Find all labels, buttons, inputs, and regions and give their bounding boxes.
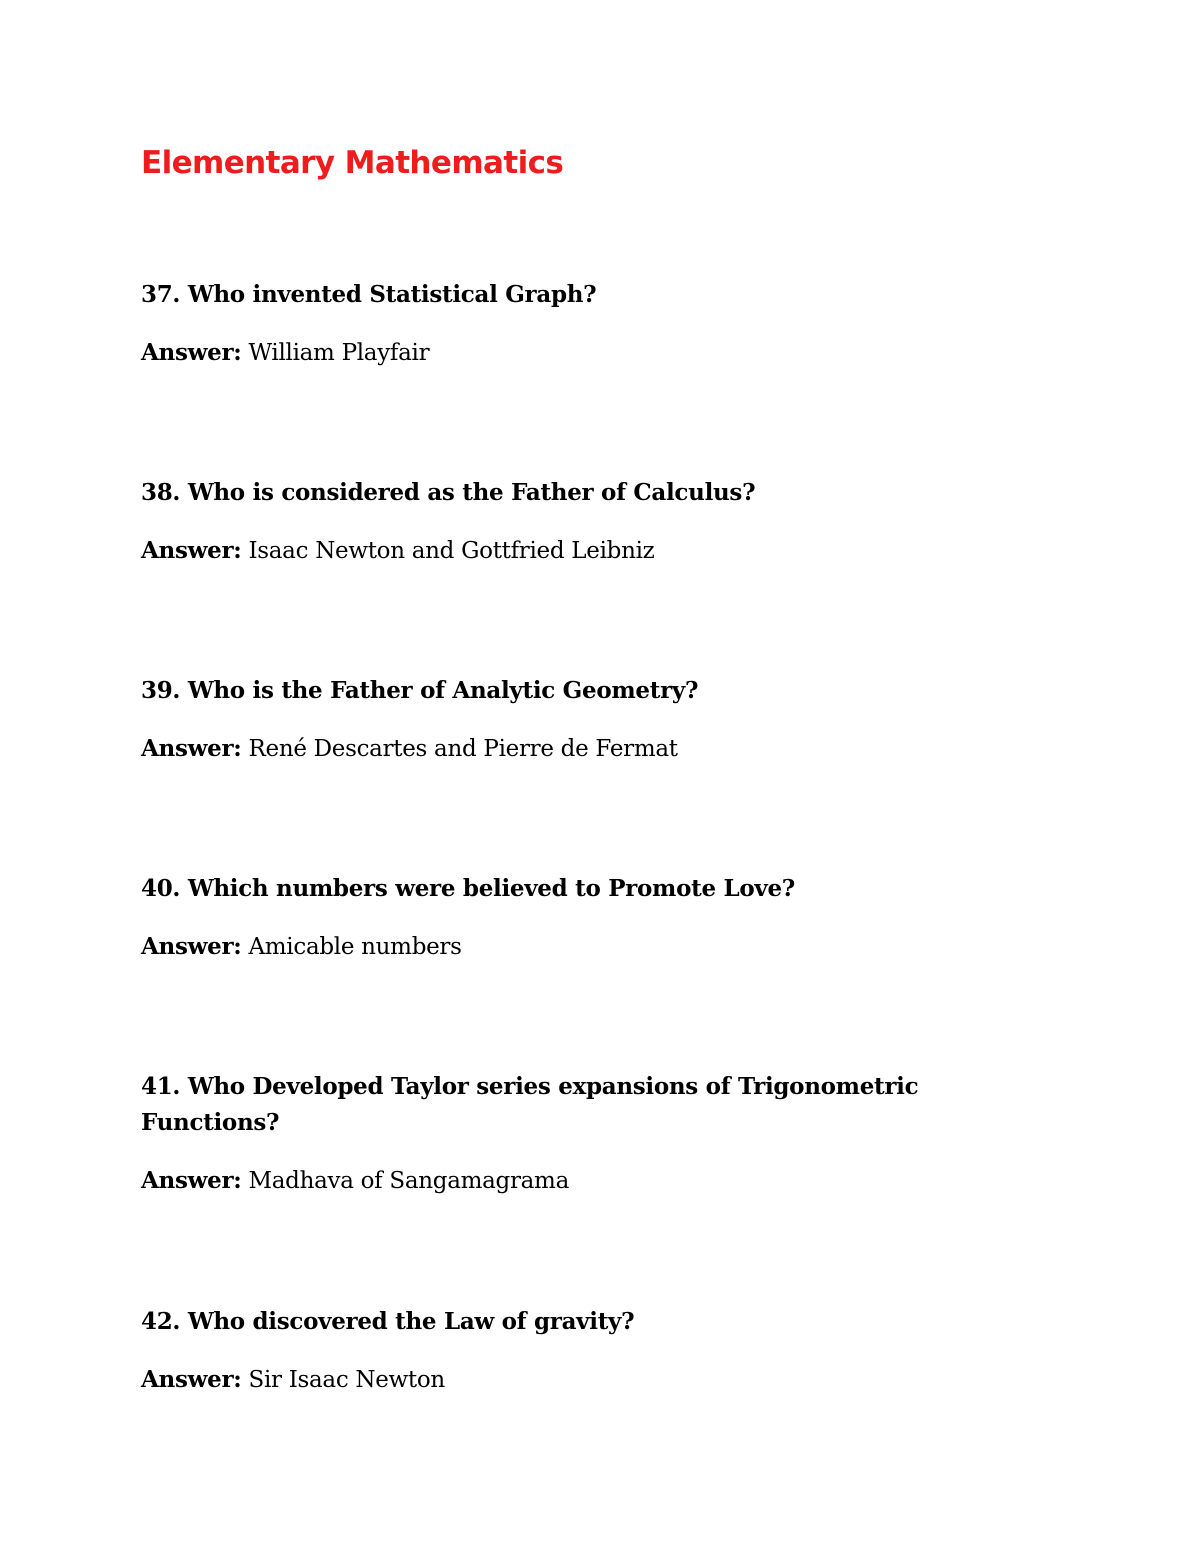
qa-item-38 — [141, 475, 1041, 569]
question-42: 42. Who discovered the Law of gravity? — [141, 1308, 635, 1335]
qa-item-40 — [141, 871, 1041, 965]
answer-39 — [141, 731, 1041, 767]
answer-text-38: Isaac Newton and Gottfried Leibniz — [248, 538, 655, 564]
answer-label: Answer: — [141, 1366, 242, 1393]
answer-38 — [141, 533, 1041, 569]
qa-item-37 — [141, 277, 1041, 371]
answer-label: Answer: — [141, 339, 242, 366]
answer-text-42: Sir Isaac Newton — [248, 1367, 445, 1393]
question-39: 39. Who is the Father of Analytic Geometry? — [141, 677, 699, 704]
qa-item-41 — [141, 1069, 971, 1199]
answer-40 — [141, 929, 1041, 965]
answer-text-41: Madhava of Sangamagrama — [248, 1168, 569, 1194]
question-38: 38. Who is considered as the Father of Calculus? — [141, 479, 756, 506]
answer-text-39: René Descartes and Pierre de Fermat — [248, 736, 678, 762]
answer-37 — [141, 335, 1041, 371]
document-title: Elementary Mathematics — [141, 145, 564, 181]
question-37: 37. Who invented Statistical Graph? — [141, 281, 597, 308]
answer-41 — [141, 1163, 971, 1199]
question-40: 40. Which numbers were believed to Promote Love? — [141, 875, 795, 902]
answer-42 — [141, 1362, 1041, 1398]
answer-label: Answer: — [141, 735, 242, 762]
answer-text-40: Amicable numbers — [248, 934, 462, 960]
question-41: 41. Who Developed Taylor series expansions of Trigonometric Functions? — [141, 1073, 919, 1136]
answer-label: Answer: — [141, 537, 242, 564]
qa-item-42 — [141, 1304, 1041, 1398]
qa-item-39 — [141, 673, 1041, 767]
answer-label: Answer: — [141, 1167, 242, 1194]
answer-text-37: William Playfair — [248, 340, 430, 366]
answer-label: Answer: — [141, 933, 242, 960]
